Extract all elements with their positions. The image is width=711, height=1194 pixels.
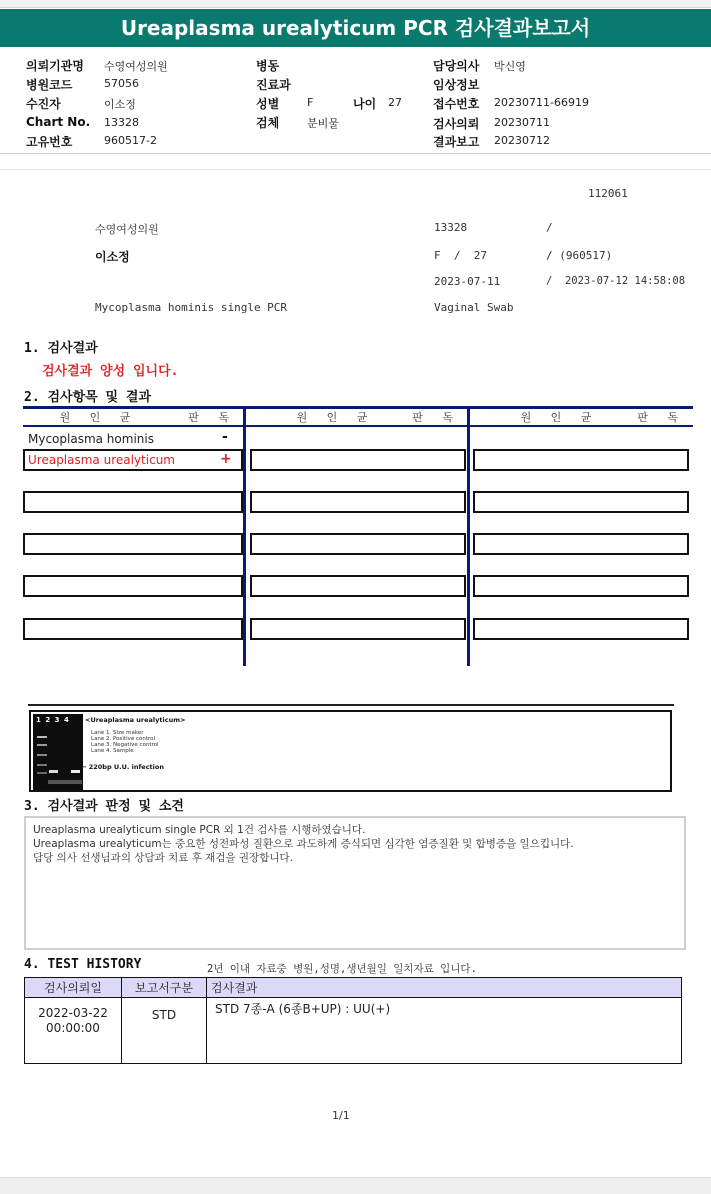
history-note: 2년 이내 자료중 병원,성명,생년월일 일치자료 입니다.: [207, 963, 477, 975]
history-col-type: 보고서구분: [122, 978, 207, 998]
gel-figure: [29, 710, 672, 792]
window-bottom-strip: [0, 1177, 711, 1194]
info-date-report: / 2023-07-12 14:58:08: [546, 275, 686, 287]
result-row-box: [250, 491, 466, 513]
history-date-cell: 2022-03-22 00:00:00: [25, 998, 122, 1064]
gel-legend: Lane 1. Size maker Lane 2. Positive control Lane 3. Negative control Lane 4. Sample: [91, 730, 159, 754]
label-receipt-no: 접수번호: [433, 97, 480, 111]
pathogen-result-positive: +: [220, 451, 232, 467]
value-specimen: 분비물: [307, 117, 339, 130]
label-request-date: 검사의뢰: [433, 117, 480, 131]
result-row-box: [473, 491, 689, 513]
value-chart-no: 13328: [104, 116, 139, 129]
history-table: [24, 977, 682, 1064]
pathogen-name: Mycoplasma hominis: [28, 432, 154, 446]
col-header-3: 원 인 균 판 독: [520, 411, 686, 424]
col-header-2: 원 인 균 판 독: [296, 411, 461, 424]
col-header-1: 원 인 균 판 독: [59, 411, 237, 424]
value-unique-no: 960517-2: [104, 134, 157, 147]
gel-title: <Ureaplasma urealyticum>: [85, 716, 186, 724]
result-row-box: [250, 449, 466, 471]
result-row-box: [473, 618, 689, 640]
value-doctor: 박신영: [494, 60, 526, 73]
table-row: [25, 998, 682, 1064]
label-patient: 수진자: [26, 97, 61, 111]
label-doctor: 담당의사: [433, 59, 480, 73]
history-col-result: 검사결과: [207, 978, 682, 998]
gel-primer-dimer: [48, 780, 82, 784]
gel-ladder-band: [37, 754, 47, 756]
gel-ladder-band: [37, 736, 47, 738]
result-row-box: [23, 575, 243, 597]
info-patient-name: 이소정: [95, 250, 130, 264]
info-sex-age: F / 27: [434, 249, 487, 262]
label-sex: 성별: [256, 97, 280, 111]
grid-col-divider-1: [243, 406, 246, 666]
gel-lane-numbers: 1 2 3 4: [36, 716, 70, 724]
history-result-cell: STD 7종-A (6종B+UP) : UU(+): [207, 998, 682, 1064]
window-top-strip: [0, 0, 711, 8]
section1-heading: 1. 검사결과: [24, 341, 98, 356]
info-chart: 13328: [434, 221, 468, 234]
history-col-date: 검사의뢰일: [25, 978, 122, 998]
value-requester: 수영여성의원: [104, 60, 168, 73]
section2-heading: 2. 검사항목 및 결과: [24, 390, 152, 405]
header-divider: [0, 153, 711, 154]
info-specimen: Vaginal Swab: [434, 301, 514, 314]
history-header-row: [25, 978, 682, 998]
gel-positive-band: [49, 770, 58, 773]
label-unique-no: 고유번호: [26, 135, 73, 149]
value-receipt-no: 20230711-66919: [494, 96, 589, 109]
value-hospital-code: 57056: [104, 77, 139, 90]
section4-heading: 4. TEST HISTORY: [24, 957, 142, 972]
gel-band-annotation: ← 220bp U.U. infection: [81, 763, 164, 771]
gel-ladder-band: [37, 764, 47, 766]
value-report-date: 20230712: [494, 134, 550, 147]
label-ward: 병동: [256, 59, 280, 73]
label-hospital-code: 병원코드: [26, 78, 73, 92]
opinion-box: [24, 816, 686, 950]
arrow-left-icon: ←: [81, 763, 87, 771]
report-code: 112061: [588, 187, 628, 200]
pathogen-name-positive: Ureaplasma urealyticum: [28, 453, 175, 467]
label-report-date: 결과보고: [433, 135, 480, 149]
label-department: 진료과: [256, 78, 291, 92]
gel-image: [33, 714, 83, 790]
result-row-box: [250, 575, 466, 597]
result-row-box: [473, 449, 689, 471]
result-row-box: [473, 575, 689, 597]
result-row-box: [23, 618, 243, 640]
opinion-line: Ureaplasma urealyticum single PCR 외 1건 검사를 시행하였습니다.: [33, 824, 366, 836]
result-row-box: [23, 491, 243, 513]
label-requester: 의뢰기관명: [26, 59, 84, 73]
info-test-name: Mycoplasma hominis single PCR: [95, 301, 288, 314]
history-type-cell: STD: [122, 998, 207, 1064]
value-age: 27: [388, 96, 402, 109]
gel-sample-band: [71, 770, 80, 773]
info-clinic: 수영여성의원: [95, 223, 159, 236]
gel-top-rule: [28, 704, 674, 706]
info-date-request: 2023-07-11: [434, 275, 501, 288]
result-row-box: [250, 533, 466, 555]
value-patient: 이소정: [104, 98, 136, 111]
value-request-date: 20230711: [494, 116, 550, 129]
report-title: Ureaplasma urealyticum PCR 검사결과보고서: [0, 9, 711, 47]
opinion-line: Ureaplasma urealyticum는 중요한 성전파성 질환으로 과도하게 증식되면 심각한 염증질환 및 합병증을 일으킵니다.: [33, 838, 574, 850]
page-number: 1/1: [332, 1109, 350, 1122]
value-sex: F: [307, 96, 314, 109]
pathogen-result: -: [222, 429, 228, 445]
label-age: 나이: [353, 97, 377, 111]
result-row-box: [473, 533, 689, 555]
header-divider-2: [0, 169, 711, 170]
info-birth: / (960517): [546, 249, 613, 262]
section1-result: 검사결과 양성 입니다.: [42, 364, 179, 379]
info-slash: /: [546, 221, 553, 234]
result-row-box: [23, 533, 243, 555]
label-specimen: 검체: [256, 116, 280, 130]
result-row-box: [250, 618, 466, 640]
gel-ladder-band: [37, 772, 47, 774]
label-clinical-info: 임상정보: [433, 78, 480, 92]
gel-ladder-band: [37, 744, 47, 746]
label-chart-no: Chart No.: [26, 115, 91, 129]
opinion-line: 담당 의사 선생님과의 상담과 치료 후 재검을 권장합니다.: [33, 852, 293, 864]
grid-col-divider-2: [467, 406, 470, 666]
section3-heading: 3. 검사결과 판정 및 소견: [24, 799, 184, 814]
